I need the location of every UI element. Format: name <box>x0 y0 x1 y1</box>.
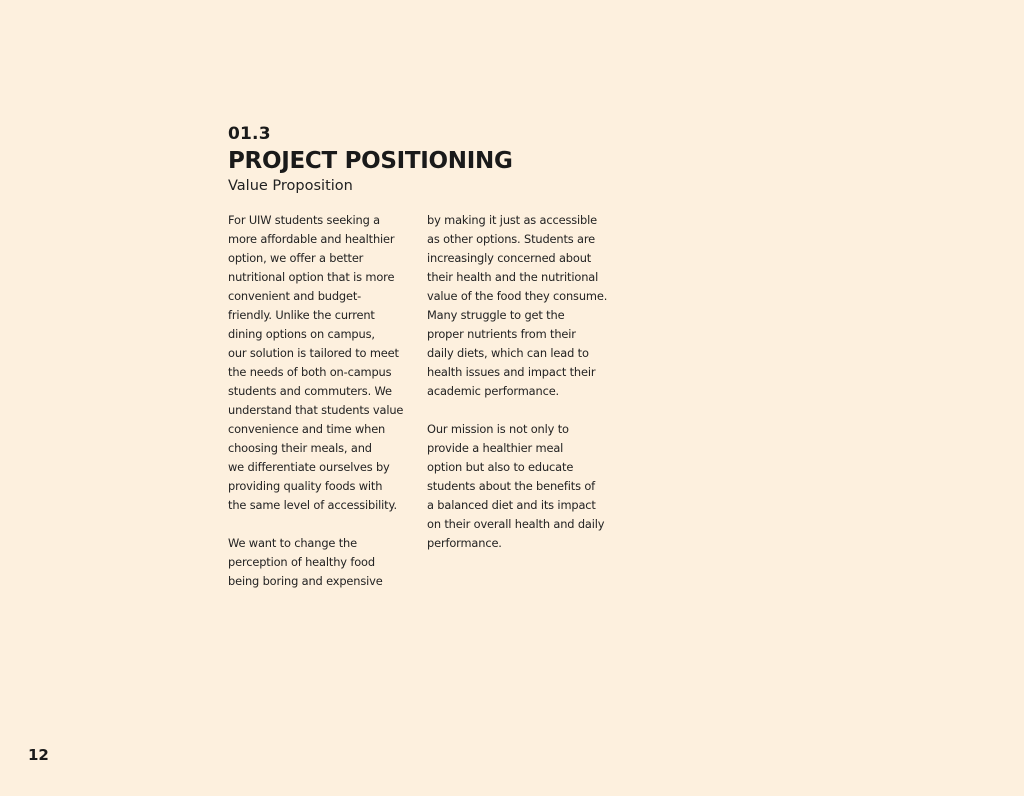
body-text-line: choosing their meals, and <box>228 441 372 455</box>
body-text-line: We want to change the <box>228 536 357 550</box>
body-text-line: students and commuters. We <box>228 384 392 398</box>
body-text-line: convenient and budget- <box>228 289 362 303</box>
body-column-right <box>427 211 617 553</box>
body-text-line: we differentiate ourselves by <box>228 460 390 474</box>
body-text-line: their health and the nutritional <box>427 270 599 284</box>
body-text-line: students about the benefits of <box>427 479 596 493</box>
body-text-line: value of the food they consume. <box>427 289 608 303</box>
body-text-line: being boring and expensive <box>228 574 383 588</box>
body-text-line: the same level of accessibility. <box>228 498 397 512</box>
body-text-line: more affordable and healthier <box>228 232 395 246</box>
section-number: 01.3 <box>228 124 271 144</box>
body-text-line: Our mission is not only to <box>427 422 569 436</box>
body-text-line: friendly. Unlike the current <box>228 308 375 322</box>
body-text-line: For UIW students seeking a <box>228 213 380 227</box>
body-text-line: as other options. Students are <box>427 232 596 246</box>
body-text-line: daily diets, which can lead to <box>427 346 589 360</box>
body-text-line: option but also to educate <box>427 460 574 474</box>
body-text-line: our solution is tailored to meet <box>228 346 399 360</box>
body-text-line: by making it just as accessible <box>427 213 597 227</box>
body-text-line: academic performance. <box>427 384 560 398</box>
body-text-line: understand that students value <box>228 403 404 417</box>
paragraph-gap <box>228 515 413 534</box>
body-text-line: increasingly concerned about <box>427 251 592 265</box>
body-text-line: nutritional option that is more <box>228 270 395 284</box>
body-column-left <box>228 211 413 591</box>
body-text-line: health issues and impact their <box>427 365 596 379</box>
body-text-line: providing quality foods with <box>228 479 383 493</box>
body-text-line: dining options on campus, <box>228 327 375 341</box>
page-subtitle: Value Proposition <box>228 178 353 194</box>
body-text-line: option, we offer a better <box>228 251 364 265</box>
body-text-line: provide a healthier meal <box>427 441 564 455</box>
body-text-line: the needs of both on-campus <box>228 365 392 379</box>
page-number: 12 <box>28 746 49 764</box>
body-text-line: a balanced diet and its impact <box>427 498 596 512</box>
body-text-line: convenience and time when <box>228 422 386 436</box>
page-title: PROJECT POSITIONING <box>228 148 513 174</box>
body-text-line: proper nutrients from their <box>427 327 576 341</box>
body-text-line: perception of healthy food <box>228 555 375 569</box>
body-text-line: Many struggle to get the <box>427 308 565 322</box>
body-text-line: on their overall health and daily <box>427 517 605 531</box>
body-text-line: performance. <box>427 536 502 550</box>
paragraph-gap <box>427 401 617 420</box>
